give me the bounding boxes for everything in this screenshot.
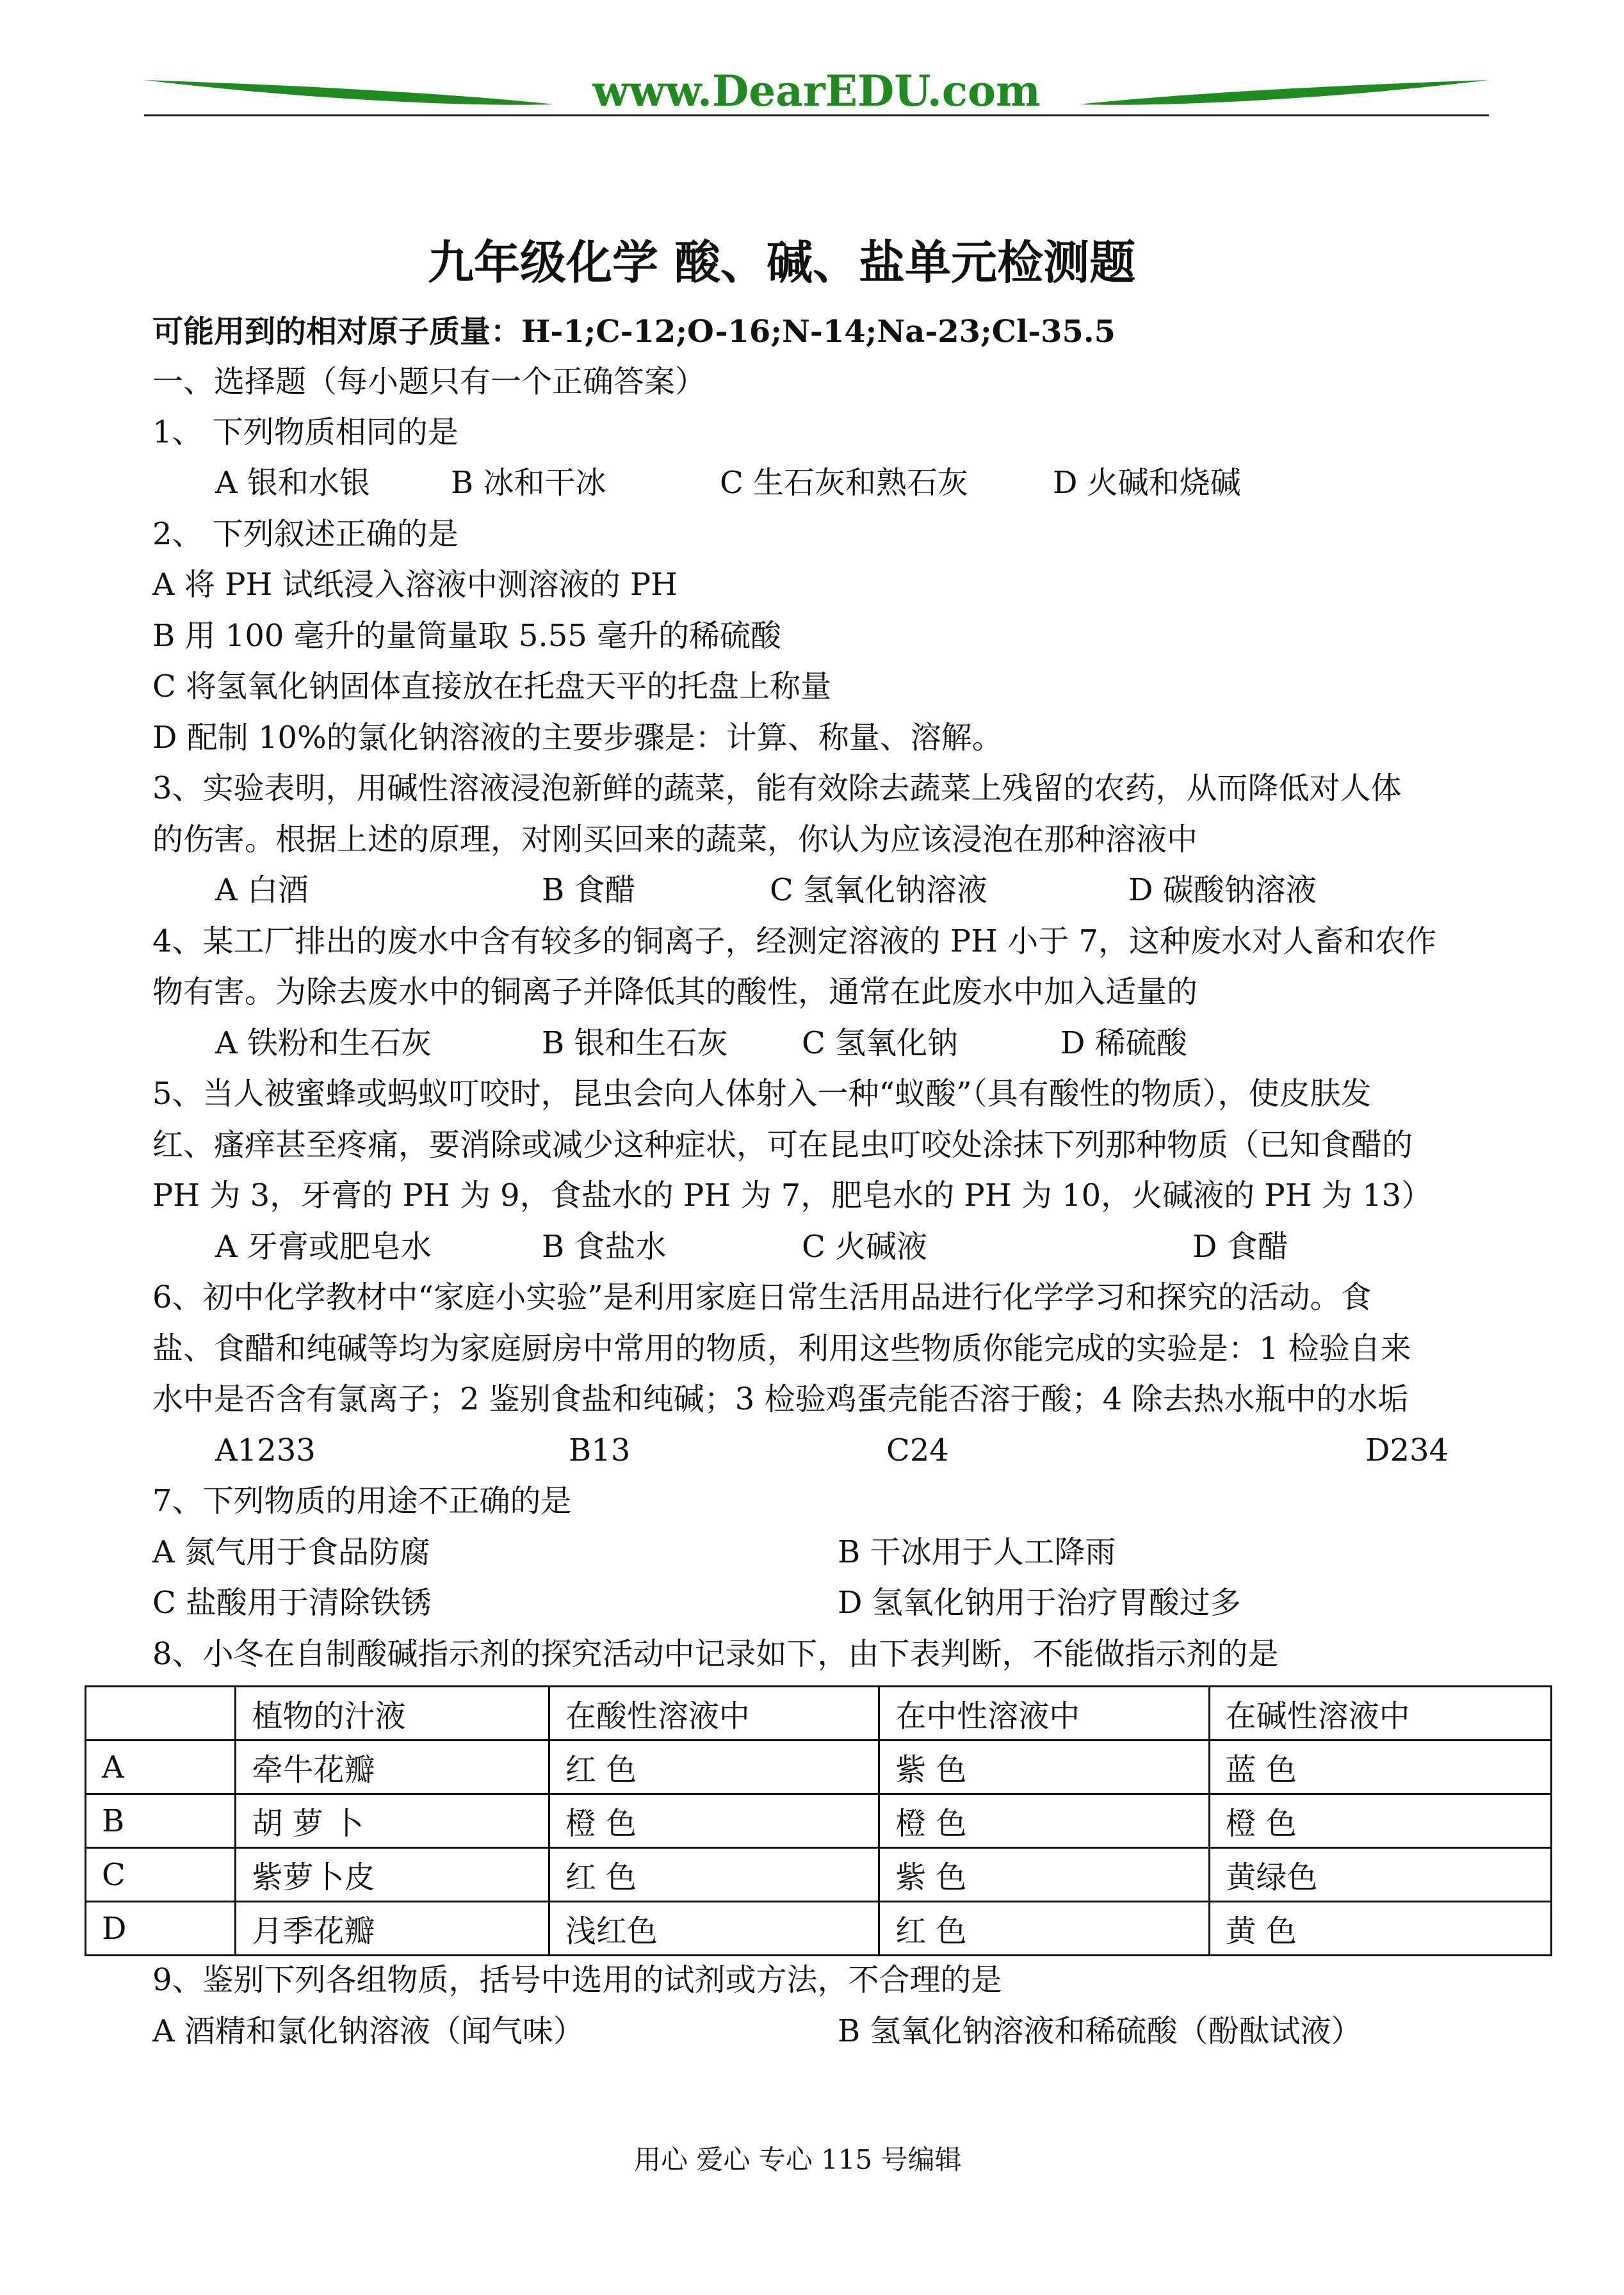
table-row xyxy=(86,1902,1552,1956)
question-4-line-1: 4、某工厂排出的废水中含有较多的铜离子，经测定溶液的 PH 小于 7，这种废水对人畜和农作 xyxy=(152,923,1437,959)
q4-option-a: A 铁粉和生石灰 xyxy=(215,1025,432,1061)
question-5-line-3: PH 为 3，牙膏的 PH 为 9，食盐水的 PH 为 7，肥皂水的 PH 为 10，火碱液的 PH 为 13） xyxy=(152,1178,1433,1213)
table-cell: 橙 色 xyxy=(1209,1794,1551,1848)
table-cell: B xyxy=(86,1794,236,1848)
table-header-cell: 在中性溶液中 xyxy=(879,1687,1209,1740)
q5-option-c: C 火碱液 xyxy=(802,1229,927,1265)
q2-option-a: A 将 PH 试纸浸入溶液中测溶液的 PH xyxy=(152,567,678,603)
q9-option-a: A 酒精和氯化钠溶液（闻气味） xyxy=(152,2013,584,2049)
table-cell: 牵牛花瓣 xyxy=(236,1740,549,1794)
question-6-line-2: 盐、食醋和纯碱等均为家庭厨房中常用的物质，利用这些物质你能完成的实验是：1 检验自来 xyxy=(152,1331,1411,1366)
table-cell: 红 色 xyxy=(549,1740,879,1794)
table-cell: 橙 色 xyxy=(549,1794,879,1848)
table-cell: A xyxy=(86,1740,236,1794)
table-cell: 红 色 xyxy=(879,1902,1209,1956)
q3-option-c: C 氢氧化钠溶液 xyxy=(770,872,987,908)
q3-option-a: A 白酒 xyxy=(215,872,309,908)
table-header-row xyxy=(86,1687,1552,1740)
q4-option-b: B 银和生石灰 xyxy=(542,1025,728,1061)
q6-option-c: C24 xyxy=(886,1432,949,1468)
q4-option-c: C 氢氧化钠 xyxy=(802,1025,958,1061)
q7-option-c: C 盐酸用于清除铁锈 xyxy=(152,1585,432,1621)
table-header-cell: 在碱性溶液中 xyxy=(1209,1687,1551,1740)
table-cell: 黄 色 xyxy=(1209,1902,1551,1956)
question-3-line-2: 的伤害。根据上述的原理，对刚买回来的蔬菜，你认为应该浸泡在那种溶液中 xyxy=(152,822,1198,857)
table-cell: D xyxy=(86,1902,236,1956)
question-9-stem: 9、鉴别下列各组物质，括号中选用的试剂或方法，不合理的是 xyxy=(152,1962,1002,1998)
question-2-stem: 2、 下列叙述正确的是 xyxy=(152,516,459,552)
table-cell: 紫萝卜皮 xyxy=(236,1848,549,1902)
table-cell: 红 色 xyxy=(549,1848,879,1902)
question-6-line-1: 6、初中化学教材中“家庭小实验”是利用家庭日常生活用品进行化学学习和探究的活动。食 xyxy=(152,1279,1372,1315)
q2-option-c: C 将氢氧化钠固体直接放在托盘天平的托盘上称量 xyxy=(152,669,831,704)
table-cell: 橙 色 xyxy=(879,1794,1209,1848)
site-logo-banner xyxy=(144,61,1489,125)
site-logo-text: www.DearEDU.com xyxy=(592,66,1041,116)
indicator-table xyxy=(85,1685,1552,1956)
table-cell: C xyxy=(86,1848,236,1902)
question-3-line-1: 3、实验表明，用碱性溶液浸泡新鲜的蔬菜，能有效除去蔬菜上残留的农药，从而降低对人体 xyxy=(152,770,1402,806)
question-6-line-3: 水中是否含有氯离子；2 鉴别食盐和纯碱；3 检验鸡蛋壳能否溶于酸；4 除去热水瓶中的水垢 xyxy=(152,1381,1409,1417)
q7-option-d: D 氢氧化钠用于治疗胃酸过多 xyxy=(838,1585,1241,1621)
table-cell: 胡 萝 卜 xyxy=(236,1794,549,1848)
section-heading: 一、选择题（每小题只有一个正确答案） xyxy=(152,364,706,400)
table-row xyxy=(86,1740,1552,1794)
left-swoosh xyxy=(144,80,554,105)
q5-option-a: A 牙膏或肥皂水 xyxy=(215,1229,432,1265)
table-row xyxy=(86,1794,1552,1848)
question-5-line-1: 5、当人被蜜蜂或蚂蚁叮咬时，昆虫会向人体射入一种“蚁酸”（具有酸性的物质），使皮肤发 xyxy=(152,1076,1372,1112)
q2-option-b: B 用 100 毫升的量筒量取 5.55 毫升的稀硫酸 xyxy=(152,618,782,654)
table-header-cell: 植物的汁液 xyxy=(236,1687,549,1740)
q6-option-d: D234 xyxy=(1365,1432,1449,1468)
page-footer: 用心 爱心 专心 115 号编辑 xyxy=(634,2144,962,2175)
question-4-line-2: 物有害。为除去废水中的铜离子并降低其的酸性，通常在此废水中加入适量的 xyxy=(152,974,1198,1010)
q3-option-d: D 碳酸钠溶液 xyxy=(1128,872,1317,908)
q1-option-d: D 火碱和烧碱 xyxy=(1053,465,1241,501)
table-cell: 月季花瓣 xyxy=(236,1902,549,1956)
question-1-stem: 1、 下列物质相同的是 xyxy=(152,414,459,450)
q2-option-d: D 配制 10%的氯化钠溶液的主要步骤是：计算、称量、溶解。 xyxy=(152,720,1003,756)
table-cell: 黄绿色 xyxy=(1209,1848,1551,1902)
q7-option-a: A 氮气用于食品防腐 xyxy=(152,1534,430,1570)
table-cell: 紫 色 xyxy=(879,1848,1209,1902)
table-cell: 紫 色 xyxy=(879,1740,1209,1794)
question-7-stem: 7、下列物质的用途不正确的是 xyxy=(152,1483,572,1519)
q7-option-b: B 干冰用于人工降雨 xyxy=(838,1534,1116,1570)
table-header-cell: 在酸性溶液中 xyxy=(549,1687,879,1740)
right-swoosh xyxy=(1079,80,1489,105)
q3-option-b: B 食醋 xyxy=(542,872,636,908)
table-row xyxy=(86,1848,1552,1902)
atomic-mass-note: 可能用到的相对原子质量：H-1;C-12;O-16;N-14;Na-23;Cl-35.5 xyxy=(152,314,1116,350)
table-header-cell xyxy=(86,1687,236,1740)
question-8-stem: 8、小冬在自制酸碱指示剂的探究活动中记录如下，由下表判断，不能做指示剂的是 xyxy=(152,1636,1279,1672)
q6-option-b: B13 xyxy=(569,1432,631,1468)
q1-option-a: A 银和水银 xyxy=(215,465,370,501)
q9-option-b: B 氢氧化钠溶液和稀硫酸（酚酞试液） xyxy=(838,2013,1362,2049)
q5-option-d: D 食醋 xyxy=(1192,1229,1288,1265)
q5-option-b: B 食盐水 xyxy=(542,1229,667,1265)
page-title: 九年级化学 酸、碱、盐单元检测题 xyxy=(428,236,1136,289)
q1-option-c: C 生石灰和熟石灰 xyxy=(720,465,968,501)
table-cell: 浅红色 xyxy=(549,1902,879,1956)
q4-option-d: D 稀硫酸 xyxy=(1060,1025,1187,1061)
q1-option-b: B 冰和干冰 xyxy=(451,465,606,501)
q6-option-a: A1233 xyxy=(215,1432,316,1468)
question-5-line-2: 红、瘙痒甚至疼痛，要消除或减少这种症状，可在昆虫叮咬处涂抹下列那种物质（已知食醋的 xyxy=(152,1127,1413,1163)
table-cell: 蓝 色 xyxy=(1209,1740,1551,1794)
